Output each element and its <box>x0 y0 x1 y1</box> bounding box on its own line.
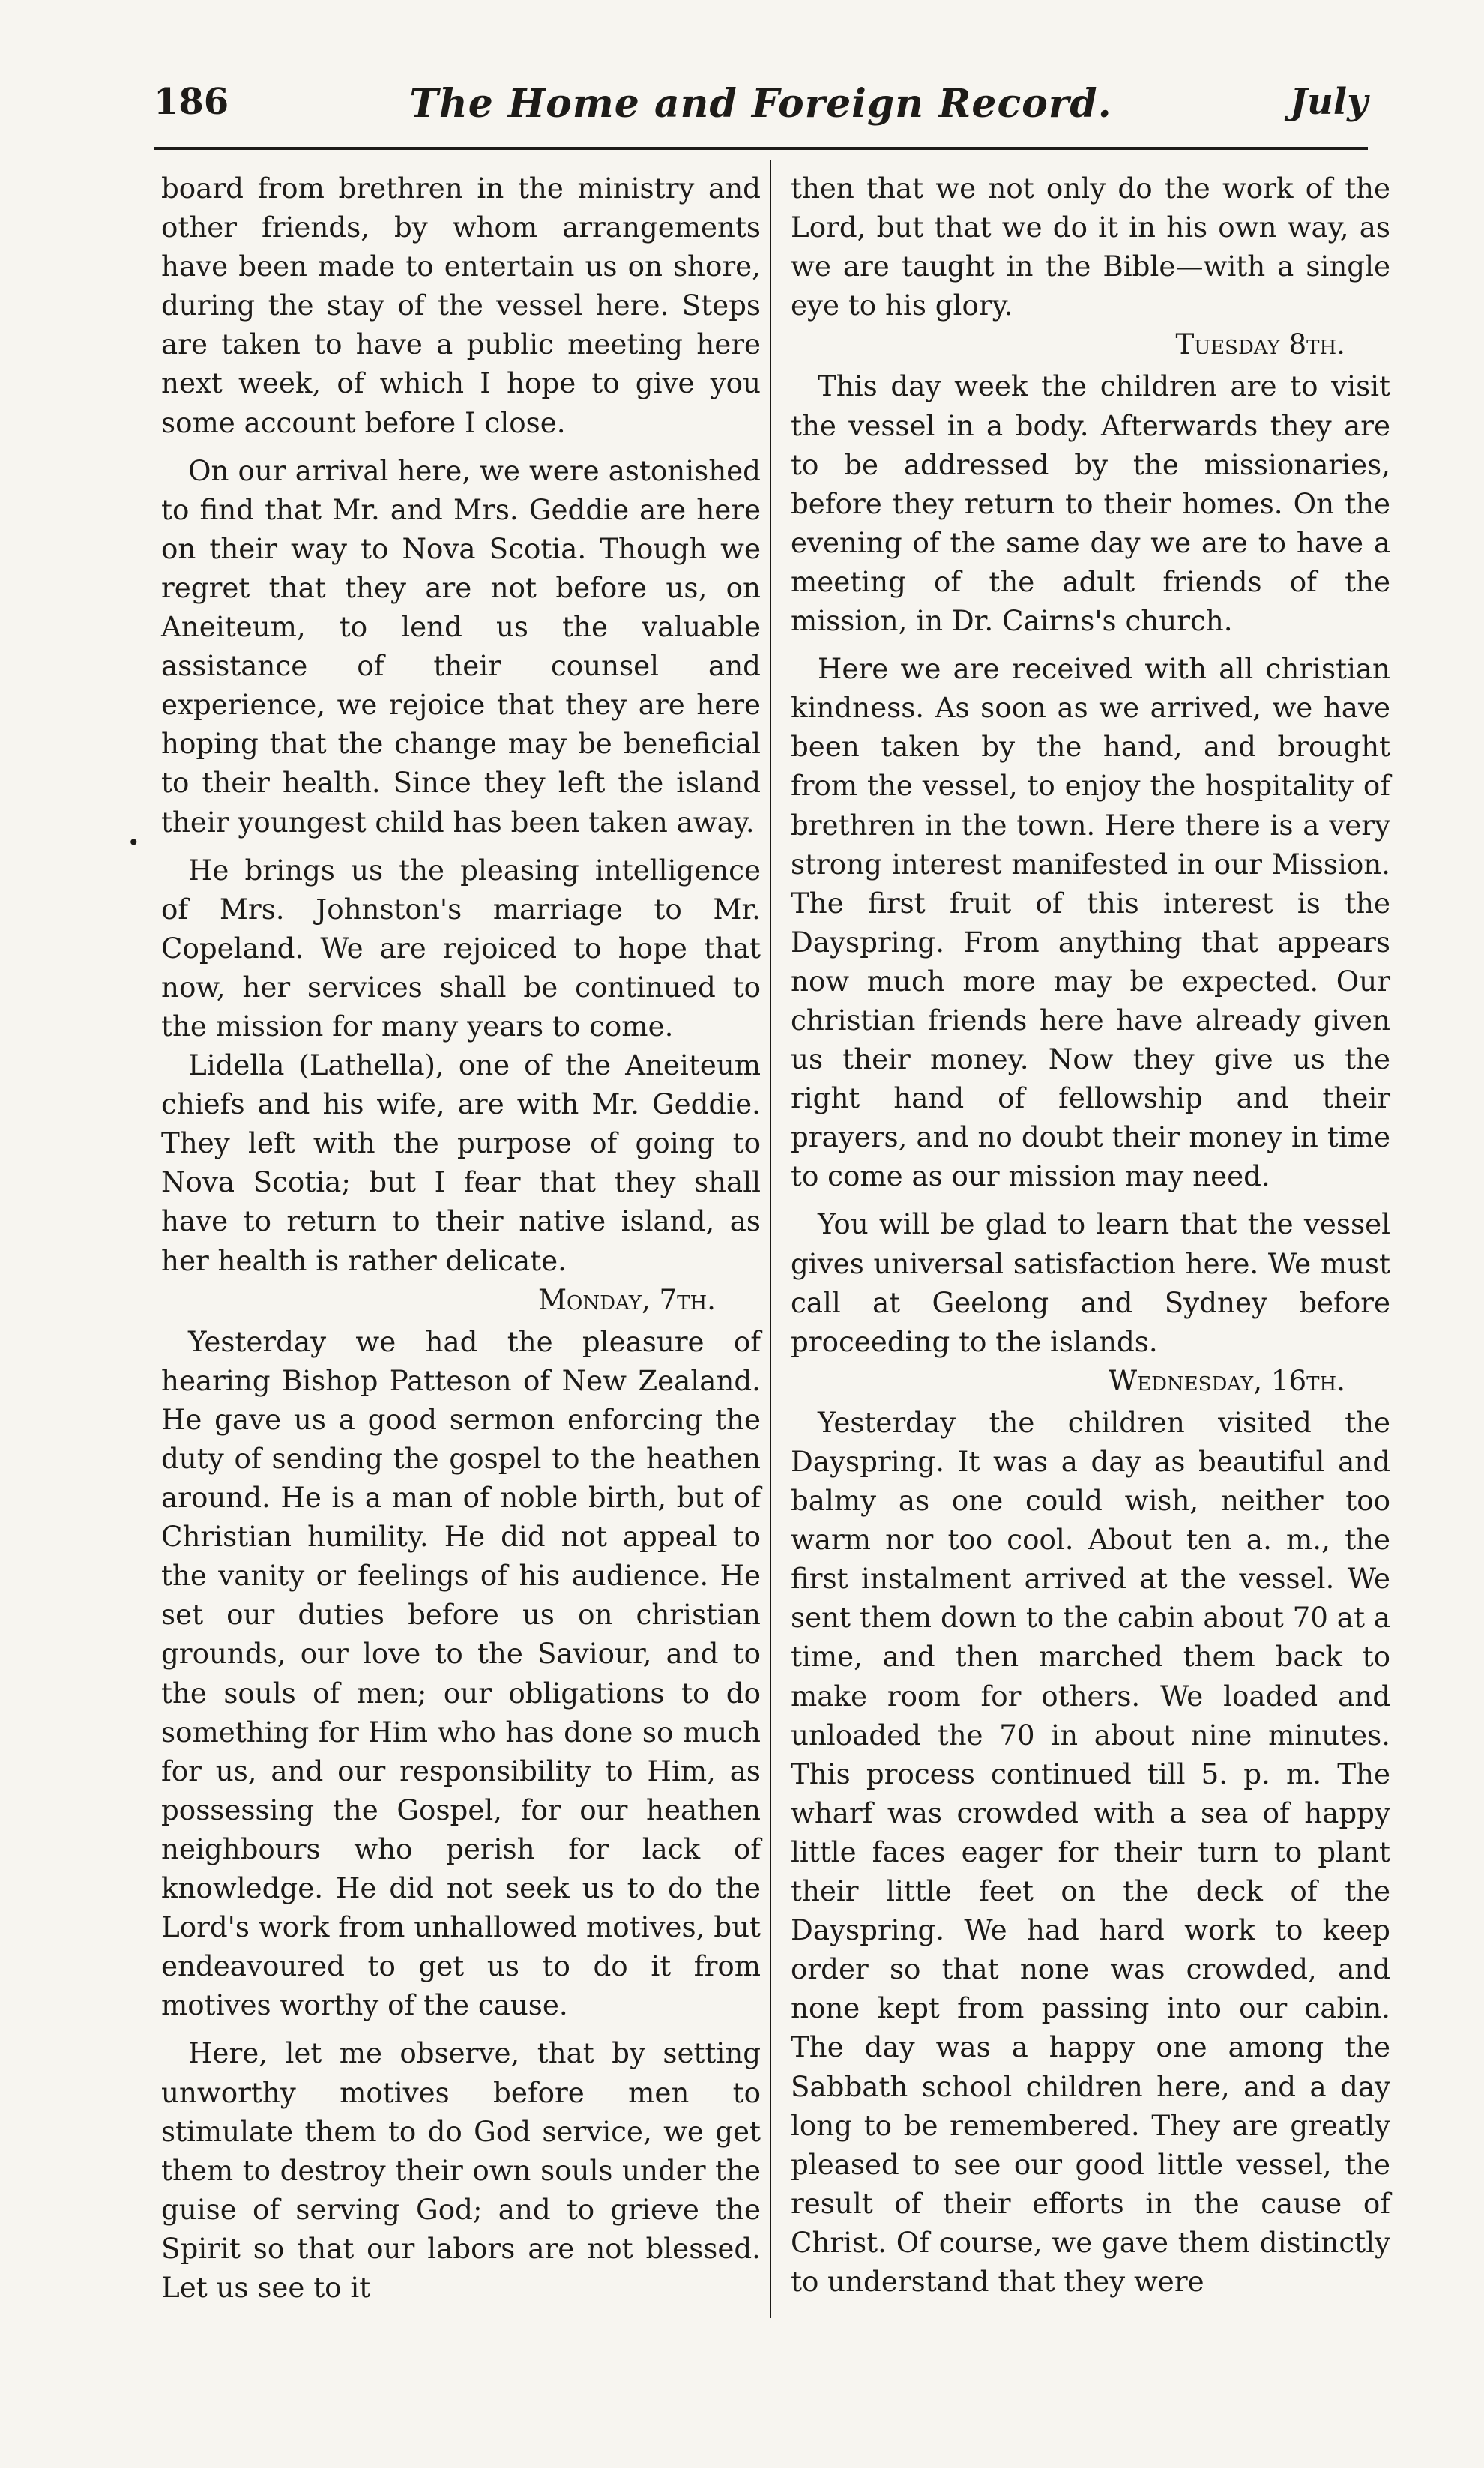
paragraph: Yesterday we had the pleasure of hearing Bishop Patteson of New Zealand. He gave us a good sermon enforcing the duty of sending the gospel to the heathen around. He is a man of noble birth, but of Christian humility. He did not appeal to the vanity or feelings of his audience. He set our duties before us on christian grounds, our love to the Saviour, and to the souls of men; our obligations to do something for Him who has done so much for us, and our responsibility to Him, as possessing the Gospel, for our heathen neighbours who perish for lack of knowledge. He did not seek us to do the Lord's work from unhallowed motives, but endeavoured to get us to do it from motives worthy of the cause. <box>161 1324 761 2022</box>
stray-mark: • <box>127 830 140 855</box>
paragraph: Here, let me observe, that by setting unworthy motives before men to stimulate them to do God service, we get them to destroy their own souls under the guise of serving God; and to grieve the Spirit so that our labors are not blessed. Let us see to it <box>161 2036 761 2304</box>
paragraph: Yesterday the children visited the Dayspring. It was a day as beautiful and balmy as one could wish, neither too warm nor too cool. About ten a. m., the first instalment arrived at the vessel. We sent them down to the cabin about 70 at a time, and then marched them back to make room for others. We loaded and unloaded the 70 in about nine minutes. This process continued till 5. p. m. The wharf was crowded with a sea of happy little faces eager for their turn to plant their little feet on the deck of the Dayspring. We had hard work to keep order so that none was crowded, and none kept from passing into our cabin. The day was a happy one among the Sabbath school children here, and a day long to be remembered. They are greatly pleased to see our good little vessel, the result of their efforts in the cause of Christ. Of course, we gave them distinctly to understand that they were <box>791 1405 1390 2298</box>
running-title: The Home and Foreign Record. <box>409 81 1112 127</box>
paragraph: Here we are received with all christian kindness. As soon as we arrived, we have been taken by the hand, and brought from the vessel, to enjoy the hospitality of brethren in the town. Here there is a very strong interest manifested in our Mission. The first fruit of this interest is the Dayspring. From anything that appears now much more may be expected. Our christian friends here have already given us their money. Now they give us the right hand of fellowship and their prayers, and no doubt their money in time to come as our mission may need. <box>791 652 1390 1193</box>
dateline: Monday, 7th. <box>537 1282 716 1316</box>
issue-month: July <box>1290 81 1368 123</box>
paragraph: then that we not only do the work of the Lord, but that we do it in his own way, as we are taught in the Bible—with a single eye to his glory. <box>791 172 1390 322</box>
paragraph: board from brethren in the ministry and other friends, by whom arrangements have been made to entertain us on shore, during the stay of the vessel here. Steps are taken to have a public meeting here next week, of which I hope to give you some account before I close. <box>161 172 761 439</box>
column-divider <box>770 160 771 2318</box>
left-column <box>161 169 761 2316</box>
paragraph: You will be glad to learn that the vessel gives universal satisfaction here. We must call at Geelong and Sydney before proceeding to the islands. <box>791 1207 1390 1358</box>
page-header <box>154 81 1368 141</box>
paragraph: This day week the children are to visit the vessel in a body. Afterwards they are to be addressed by the missionaries, before they return to their homes. On the evening of the same day we are to have a meeting of the adult friends of the mission, in Dr. Cairns's church. <box>791 369 1390 638</box>
right-column <box>791 169 1390 2310</box>
paragraph: On our arrival here, we were astonished to find that Mr. and Mrs. Geddie are here on their way to Nova Scotia. Though we regret that they are not before us, on Aneiteum, to lend us the valuable assistance of their counsel and experience, we rejoice that they are here hoping that the change may be beneficial to their health. Since they left the island their youngest child has been taken away. <box>161 453 761 839</box>
dateline: Tuesday 8th. <box>1175 328 1345 361</box>
paragraph: Lidella (Lathella), one of the Aneiteum chiefs and his wife, are with Mr. Geddie. They left with the purpose of going to Nova Scotia; but I fear that they shall have to return to their native island, as her health is rather delicate. <box>161 1049 761 1277</box>
page-number: 186 <box>154 81 229 123</box>
dateline: Wednesday, 16th. <box>1108 1363 1345 1397</box>
header-rule <box>154 147 1368 150</box>
paragraph: He brings us the pleasing intelligence of Mrs. Johnston's marriage to Mr. Copeland. We are rejoiced to hope that now, her services shall be continued to the mission for many years to come. <box>161 853 761 1043</box>
